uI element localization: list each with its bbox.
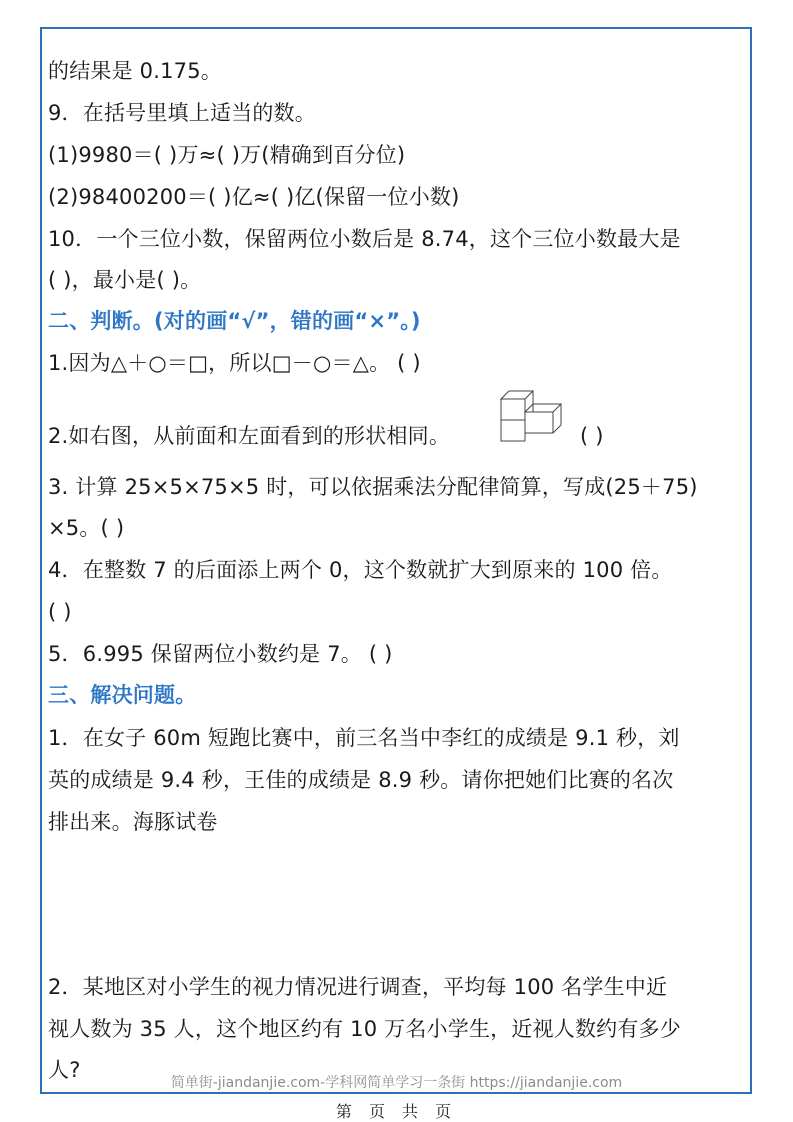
judge-5: 5．6.995 保留两位小数约是 7。 ( ) [48, 642, 393, 666]
question-10-answer: ( )，最小是( )。 [48, 268, 202, 292]
question-9: 9．在括号里填上适当的数。 [48, 101, 316, 125]
judge-3-answer: ×5。( ) [48, 516, 125, 540]
judge-4: 4．在整数 7 的后面添上两个 0，这个数就扩大到原来的 100 倍。 [48, 558, 673, 582]
judge-1: 1.因为△＋○＝□，所以□－○＝△。 ( ) [48, 351, 421, 375]
judge-4-answer: ( ) [48, 600, 72, 624]
section-3-heading: 三、解决问题。 [48, 683, 197, 707]
judge-2-answer: ( ) [580, 424, 604, 448]
section-2-heading: 二、判断。(对的画“√”，错的画“×”。) [48, 309, 421, 333]
problem-2-line-1: 2．某地区对小学生的视力情况进行调查，平均每 100 名学生中近 [48, 975, 668, 999]
problem-2-line-3: 人? [48, 1058, 81, 1082]
page-number: 第 页 共 页 [335, 1102, 458, 1121]
problem-1-line-1: 1．在女子 60m 短跑比赛中，前三名当中李红的成绩是 9.1 秒，刘 [48, 726, 680, 750]
question-9-part-2: (2)98400200＝( )亿≈( )亿(保留一位小数) [48, 185, 460, 209]
question-9-part-1: (1)9980＝( )万≈( )万(精确到百分位) [48, 143, 406, 167]
question-10: 10．一个三位小数，保留两位小数后是 8.74，这个三位小数最大是 [48, 227, 681, 251]
problem-1-line-3: 排出来。海豚试卷 [48, 810, 218, 834]
judge-3: 3. 计算 25×5×75×5 时，可以依据乘法分配律简算，写成(25＋75) [48, 475, 698, 499]
text-line: 的结果是 0.175。 [48, 59, 222, 83]
judge-2: 2.如右图，从前面和左面看到的形状相同。 [48, 424, 451, 448]
footer-watermark: 简单街-jiandanjie.com-学科网简单学习一条街 https://jiandanjie.com [170, 1075, 623, 1091]
problem-1-line-2: 英的成绩是 9.4 秒，王佳的成绩是 8.9 秒。请你把她们比赛的名次 [48, 768, 674, 792]
problem-2-line-2: 视人数为 35 人，这个地区约有 10 万名小学生，近视人数约有多少 [48, 1017, 681, 1041]
cube-figure [499, 389, 565, 443]
